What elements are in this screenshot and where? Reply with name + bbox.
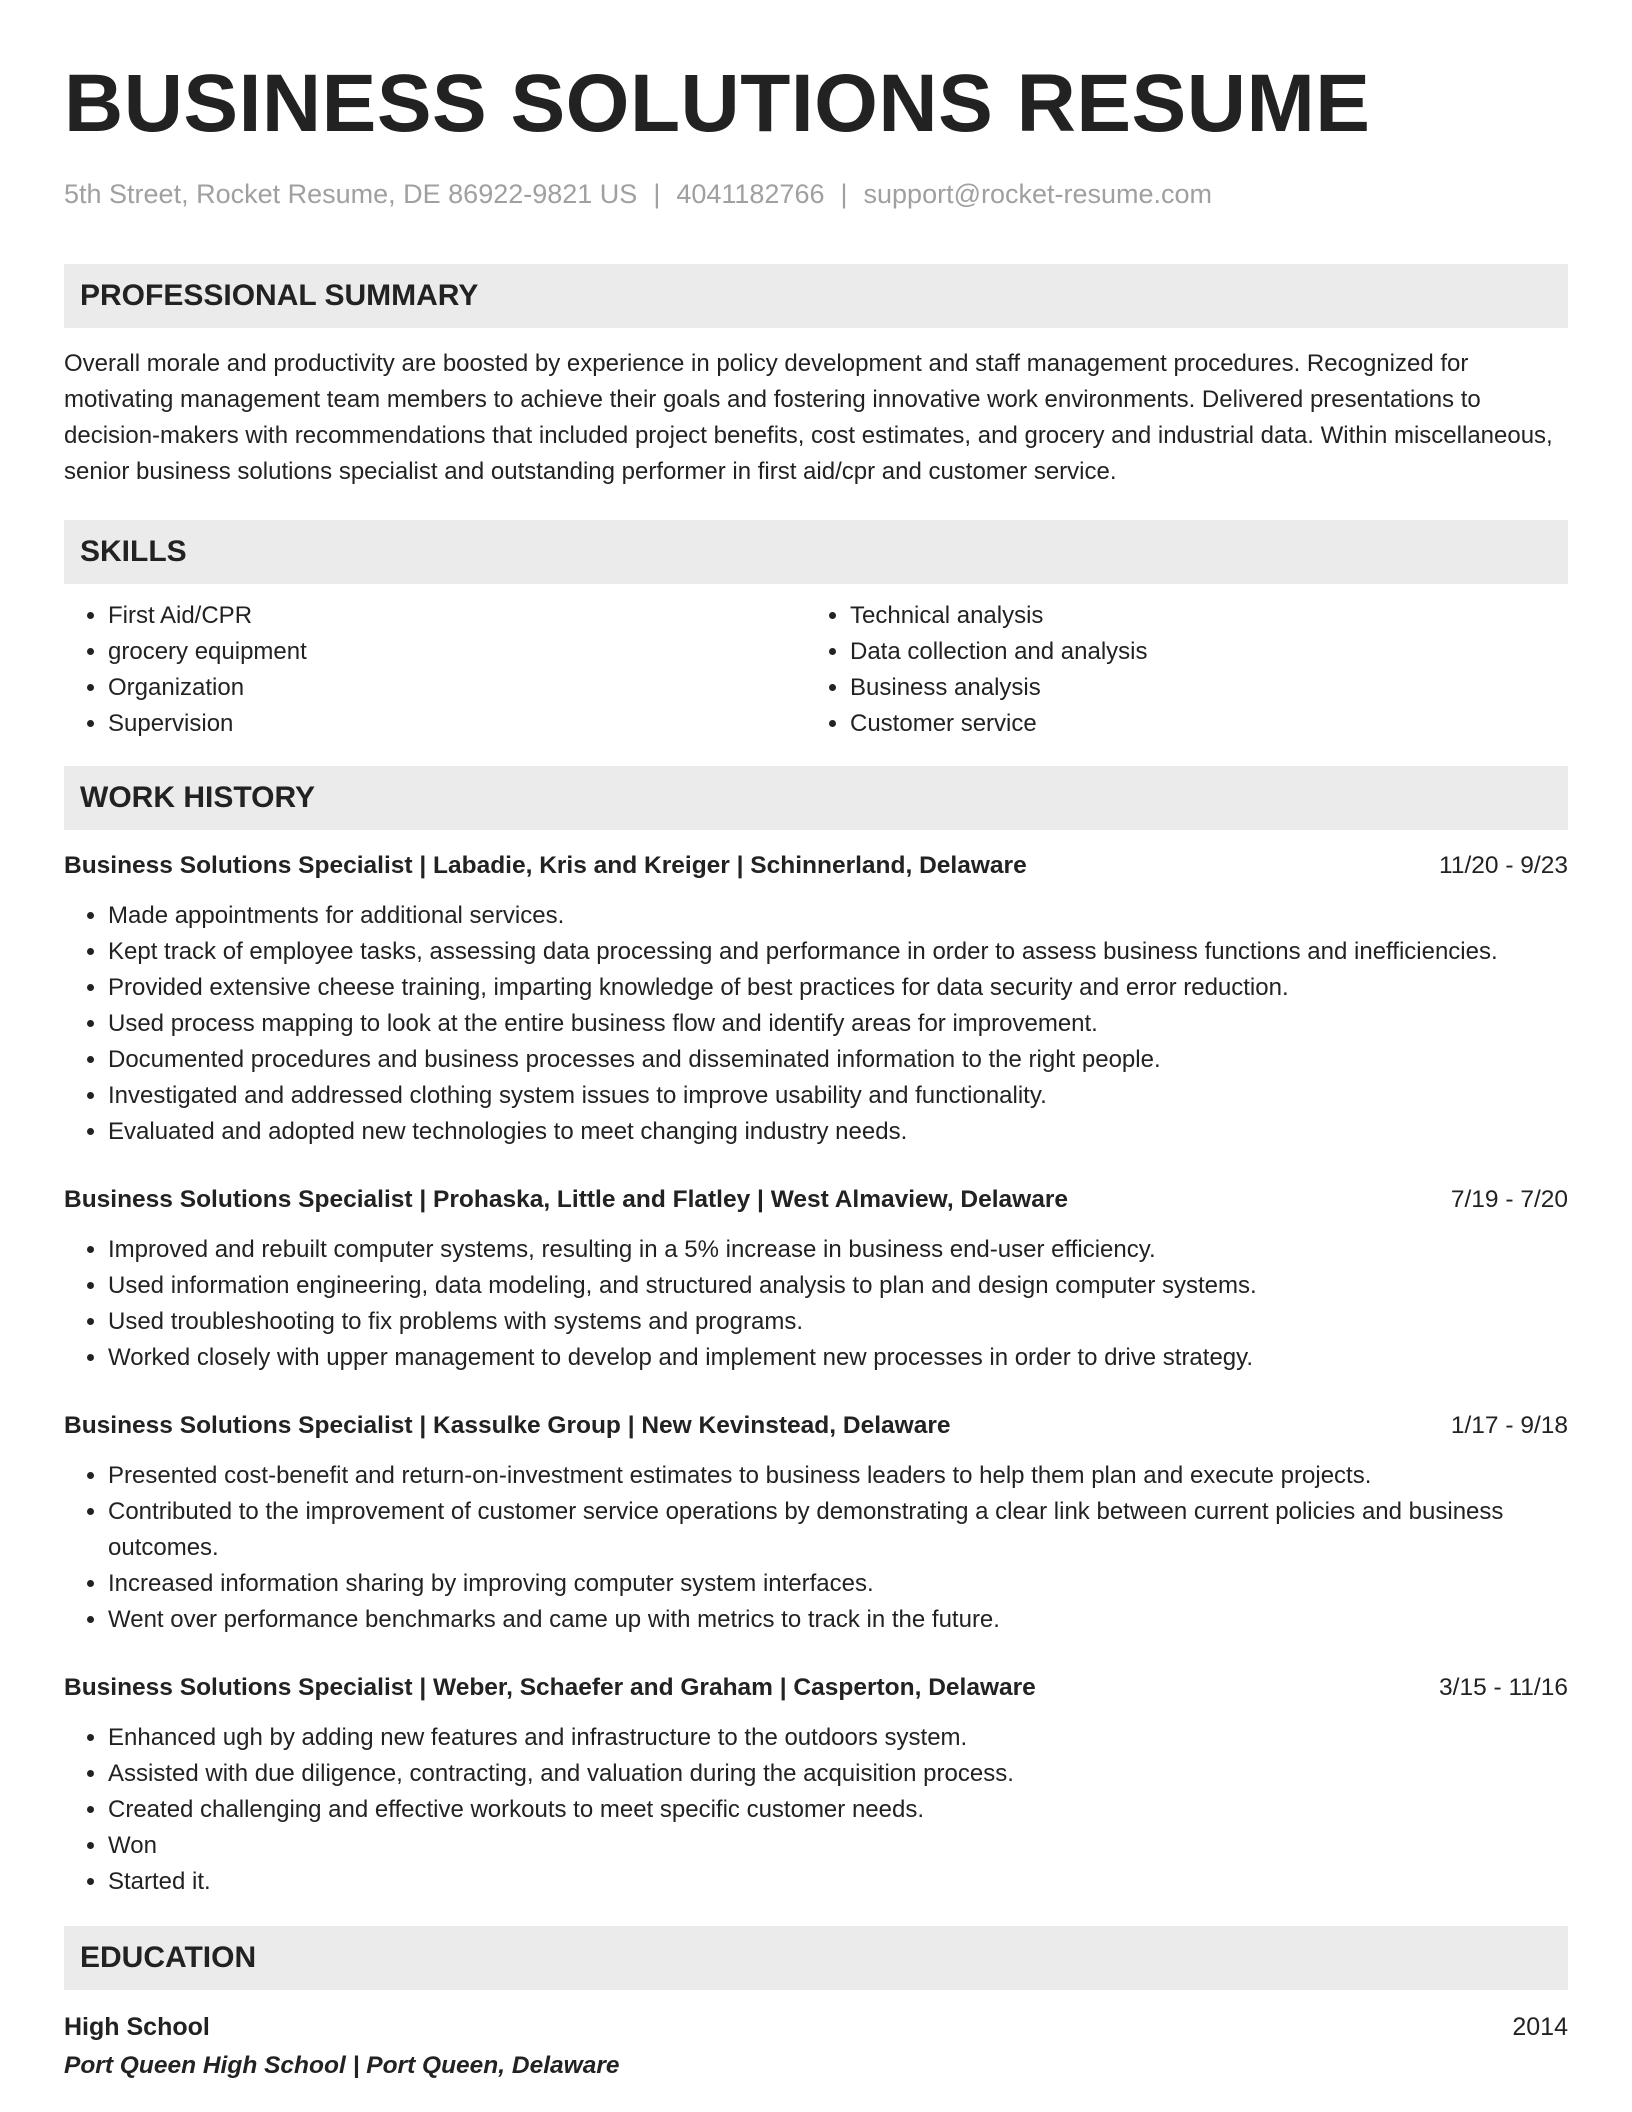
skill-item: • grocery equipment [108,634,806,670]
job-bullet: • Evaluated and adopted new technologies to meet changing industry needs. [108,1114,1568,1150]
contact-separator: | [653,179,661,209]
job-bullet: • Presented cost-benefit and return-on-investment estimates to business leaders to help them plan and execute projects. [108,1458,1568,1494]
job-bullet: • Went over performance benchmarks and came up with metrics to track in the future. [108,1602,1568,1638]
job-entry [64,848,1568,1150]
job-title: Business Solutions Specialist | Weber, Schaefer and Graham | Casperton, Delaware [64,1674,1036,1701]
education-header [64,2008,1568,2046]
skill-item: • Supervision [108,706,806,742]
job-header [64,848,1568,884]
skills-column-right [806,598,1548,742]
skill-item: • Data collection and analysis [850,634,1548,670]
job-entry [64,1670,1568,1900]
contact-separator: | [840,179,848,209]
education-school: Port Queen High School | Port Queen, Delaware [64,2052,620,2079]
contact-email: support@rocket-resume.com [863,179,1213,209]
job-bullet: • Started it. [108,1864,1568,1900]
job-header [64,1182,1568,1218]
job-bullet: • Used process mapping to look at the entire business flow and identify areas for improvement. [108,1006,1568,1042]
skills-column-left [64,598,806,742]
job-entry [64,1182,1568,1376]
summary-text: Overall morale and productivity are boosted by experience in policy development and staff management procedures. Recognized for motivating management team members to achieve their goals and fostering innovative work environments. Delivered presentations to decision-makers with recommendations that included project benefits, cost estimates, and grocery and industrial data. Within miscellaneous, senior business solutions specialist and outstanding performer in first aid/cpr and customer service. [64,350,1553,485]
job-bullet: • Documented procedures and business processes and disseminated information to the right people. [108,1042,1568,1078]
skill-item: • Business analysis [850,670,1548,706]
education-degree: High School [64,2013,210,2041]
job-bullet: • Used troubleshooting to fix problems with systems and programs. [108,1304,1568,1340]
job-bullets [64,1458,1568,1638]
education-year: 2014 [1512,2013,1568,2041]
skill-item: • First Aid/CPR [108,598,806,634]
job-dates: 7/19 - 7/20 [1450,1186,1568,1213]
job-header [64,1670,1568,1706]
contact-line [64,178,1568,210]
job-bullets [64,1232,1568,1376]
education-entry [64,2008,1568,2086]
resume-title: BUSINESS SOLUTIONS RESUME [64,58,1371,149]
job-bullet: • Provided extensive cheese training, imparting knowledge of best practices for data security and error reduction. [108,970,1568,1006]
contact-phone: 4041182766 [676,179,825,209]
section-heading-summary: PROFESSIONAL SUMMARY [64,264,1568,328]
skill-item: • Customer service [850,706,1548,742]
skills-list [64,598,1568,742]
job-bullet: • Assisted with due diligence, contracting, and valuation during the acquisition process. [108,1756,1568,1792]
job-dates: 3/15 - 11/16 [1439,1674,1568,1701]
job-bullets [64,898,1568,1150]
job-bullet: • Improved and rebuilt computer systems, resulting in a 5% increase in business end-user efficiency. [108,1232,1568,1268]
job-bullet: • Worked closely with upper management to develop and implement new processes in order to drive strategy. [108,1340,1568,1376]
job-title: Business Solutions Specialist | Prohaska, Little and Flatley | West Almaview, Delaware [64,1186,1069,1213]
job-bullet: • Kept track of employee tasks, assessing data processing and performance in order to assess business functions and inefficiencies. [108,934,1568,970]
job-title: Business Solutions Specialist | Kassulke Group | New Kevinstead, Delaware [64,1412,951,1439]
section-heading-work-history: WORK HISTORY [64,766,1568,830]
job-bullet: • Increased information sharing by improving computer system interfaces. [108,1566,1568,1602]
job-bullet: • Contributed to the improvement of customer service operations by demonstrating a clear link between current policies and business outcomes. [108,1494,1568,1566]
job-bullet: • Enhanced ugh by adding new features and infrastructure to the outdoors system. [108,1720,1568,1756]
section-heading-education: EDUCATION [64,1926,1568,1990]
job-bullet: • Investigated and addressed clothing system issues to improve usability and functionality. [108,1078,1568,1114]
job-bullet: • Created challenging and effective workouts to meet specific customer needs. [108,1792,1568,1828]
job-entry [64,1408,1568,1638]
job-bullet: • Used information engineering, data modeling, and structured analysis to plan and design computer systems. [108,1268,1568,1304]
job-title: Business Solutions Specialist | Labadie, Kris and Kreiger | Schinnerland, Delaware [64,852,1027,879]
skill-item: • Organization [108,670,806,706]
job-dates: 1/17 - 9/18 [1450,1412,1568,1439]
job-dates: 11/20 - 9/23 [1439,852,1568,879]
job-bullets [64,1720,1568,1900]
section-heading-skills: SKILLS [64,520,1568,584]
skill-item: • Technical analysis [850,598,1548,634]
job-header [64,1408,1568,1444]
contact-address: 5th Street, Rocket Resume, DE 86922-9821 US [64,179,638,209]
job-bullet: • Won [108,1828,1568,1864]
job-bullet: • Made appointments for additional services. [108,898,1568,934]
